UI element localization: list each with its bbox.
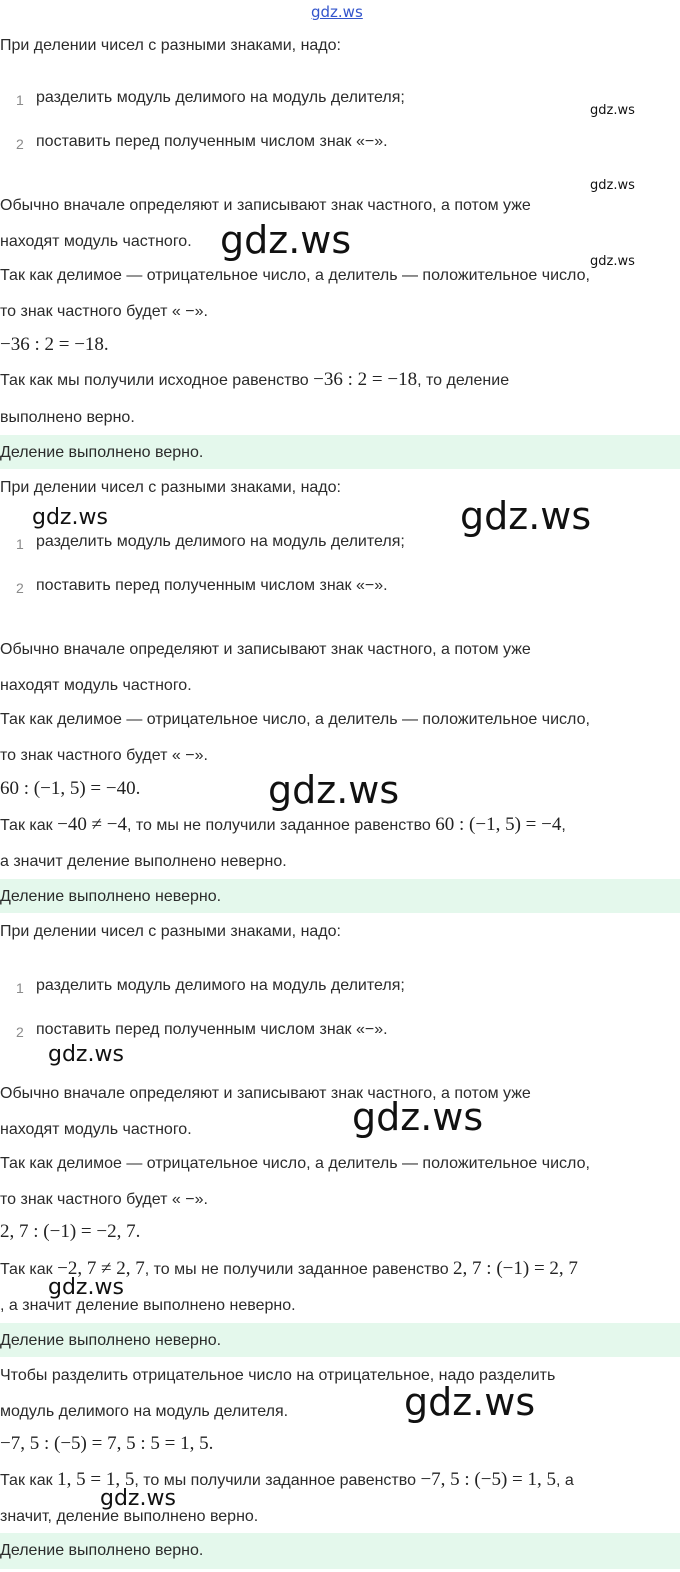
- note-line: находят модуль частного.: [0, 677, 192, 694]
- watermark: gdz.ws: [48, 1275, 124, 1300]
- check-line: [0, 815, 566, 836]
- check-line: значит, деление выполнено верно.: [0, 1508, 259, 1525]
- step-text: разделить модуль делимого на модуль делителя;: [36, 89, 405, 106]
- sign-line: то знак частного будет « −».: [0, 1191, 208, 1208]
- watermark: gdz.ws: [460, 494, 592, 538]
- watermark: gdz.ws: [48, 1042, 124, 1067]
- check-formula: −2, 7 ≠ 2, 7: [57, 1258, 145, 1279]
- sign-line: Так как делимое — отрицательное число, а делитель — положительное число,: [0, 711, 590, 728]
- note-line: Обычно вначале определяют и записывают знак частного, а потом уже: [0, 641, 531, 658]
- rule-line: модуль делимого на модуль делителя.: [0, 1403, 289, 1420]
- check-line: [0, 370, 509, 391]
- note-line: находят модуль частного.: [0, 1121, 192, 1138]
- check-text: Так как: [0, 1472, 53, 1489]
- rule-intro: При делении чисел с разными знаками, надо:: [0, 479, 341, 496]
- watermark: gdz.ws: [32, 505, 108, 530]
- watermark: gdz.ws: [590, 103, 635, 118]
- watermark: gdz.ws: [268, 768, 400, 812]
- sign-line: Так как делимое — отрицательное число, а делитель — положительное число,: [0, 1155, 590, 1172]
- check-line: , а значит деление выполнено неверно.: [0, 1297, 296, 1314]
- watermark: gdz.ws: [590, 254, 635, 269]
- check-formula: 60 : (−1, 5) = −4: [435, 814, 562, 835]
- step-number: 2: [16, 1024, 24, 1040]
- check-text: ,: [561, 817, 566, 834]
- check-line: выполнено верно.: [0, 409, 135, 426]
- check-text: , то мы не получили заданное равенство: [144, 1261, 449, 1278]
- watermark: gdz.ws: [220, 218, 352, 262]
- answer-band: [0, 1323, 680, 1357]
- rule-line: Чтобы разделить отрицательное число на отрицательное, надо разделить: [0, 1367, 556, 1384]
- sign-line: Так как делимое — отрицательное число, а делитель — положительное число,: [0, 267, 590, 284]
- watermark: gdz.ws: [100, 1486, 176, 1511]
- check-formula: 1, 5 = 1, 5: [57, 1469, 135, 1490]
- formula: −7, 5 : (−5) = 7, 5 : 5 = 1, 5.: [0, 1433, 214, 1454]
- watermark-link[interactable]: gdz.ws: [311, 3, 363, 21]
- check-formula: −40 ≠ −4: [57, 814, 127, 835]
- step-text: разделить модуль делимого на модуль делителя;: [36, 533, 405, 550]
- check-line: [0, 1470, 574, 1491]
- answer-text: Деление выполнено верно.: [0, 1542, 204, 1559]
- rule-intro: При делении чисел с разными знаками, надо:: [0, 37, 341, 54]
- check-text: Так как мы получили исходное равенство: [0, 372, 309, 389]
- answer-text: Деление выполнено неверно.: [0, 888, 222, 905]
- sign-line: то знак частного будет « −».: [0, 747, 208, 764]
- step-number: 1: [16, 92, 24, 108]
- check-line: а значит деление выполнено неверно.: [0, 853, 287, 870]
- rule-intro: При делении чисел с разными знаками, надо:: [0, 923, 341, 940]
- step-text: поставить перед полученным числом знак «−».: [36, 1021, 388, 1038]
- note-line: находят модуль частного.: [0, 233, 192, 250]
- check-formula: 2, 7 : (−1) = 2, 7: [453, 1258, 578, 1279]
- check-text: Так как: [0, 1261, 53, 1278]
- check-text: , а: [556, 1472, 574, 1489]
- step-number: 1: [16, 980, 24, 996]
- step-number: 2: [16, 136, 24, 152]
- step-text: поставить перед полученным числом знак «−».: [36, 577, 388, 594]
- step-number: 2: [16, 580, 24, 596]
- check-text: , то мы получили заданное равенство: [134, 1472, 416, 1489]
- check-formula: −36 : 2 = −18: [313, 369, 418, 390]
- formula: 60 : (−1, 5) = −40.: [0, 778, 141, 799]
- watermark: gdz.ws: [590, 178, 635, 193]
- note-line: Обычно вначале определяют и записывают знак частного, а потом уже: [0, 1085, 531, 1102]
- check-text: , то деление: [417, 372, 510, 389]
- check-text: Так как: [0, 817, 53, 834]
- formula: 2, 7 : (−1) = −2, 7.: [0, 1221, 141, 1242]
- answer-band: [0, 1533, 680, 1569]
- watermark: gdz.ws: [352, 1095, 484, 1139]
- watermark: gdz.ws: [404, 1380, 536, 1424]
- step-text: разделить модуль делимого на модуль делителя;: [36, 977, 405, 994]
- answer-band: [0, 435, 680, 469]
- step-number: 1: [16, 536, 24, 552]
- formula: −36 : 2 = −18.: [0, 334, 109, 355]
- answer-text: Деление выполнено неверно.: [0, 1332, 222, 1349]
- step-text: поставить перед полученным числом знак «−».: [36, 133, 388, 150]
- check-formula: −7, 5 : (−5) = 1, 5: [420, 1469, 557, 1490]
- answer-text: Деление выполнено верно.: [0, 444, 204, 461]
- sign-line: то знак частного будет « −».: [0, 303, 208, 320]
- note-line: Обычно вначале определяют и записывают знак частного, а потом уже: [0, 197, 531, 214]
- check-text: , то мы не получили заданное равенство: [126, 817, 431, 834]
- answer-band: [0, 879, 680, 913]
